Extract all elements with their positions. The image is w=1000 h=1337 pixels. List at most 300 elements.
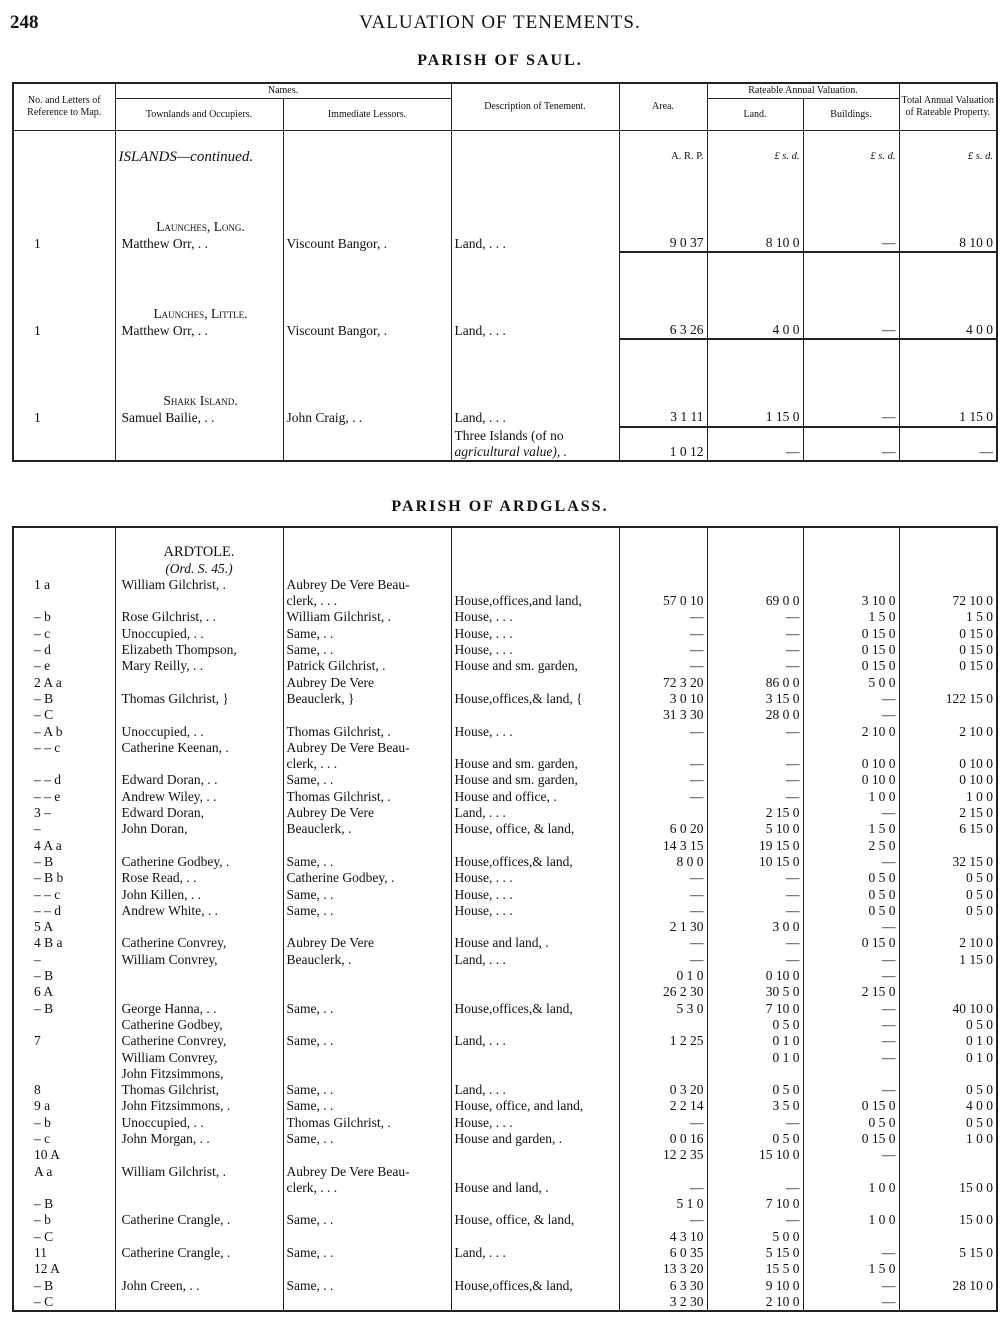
cell-ref: – – d <box>34 772 61 788</box>
cell-occ: Thomas Gilchrist, <box>115 1082 283 1098</box>
ardglass-table <box>12 526 998 1312</box>
header-ref: No. and Letters of Reference to Map. <box>13 83 115 131</box>
cell-ref: – e <box>34 658 51 674</box>
cell-land: — <box>707 952 803 968</box>
table-row <box>13 1033 997 1049</box>
cell-total <box>899 252 997 322</box>
cell-total <box>899 1196 997 1212</box>
cell-occ: Unoccupied, . . <box>115 626 283 642</box>
cell-lessor <box>283 968 451 984</box>
cell-bldg: 0 5 0 <box>803 870 899 886</box>
cell-area: 26 2 30 <box>619 984 707 1000</box>
cell-lessor: Thomas Gilchrist, . <box>283 789 451 805</box>
cell-total: 1 15 0 <box>899 409 997 426</box>
cell-ref: – d <box>34 642 51 658</box>
cell-lessor: Same, . . <box>283 626 451 642</box>
cell-occ <box>115 444 283 461</box>
cell-bldg: 0 15 0 <box>803 1131 899 1147</box>
cell-occ: Edward Doran, . . <box>115 772 283 788</box>
cell-desc: Land, . . . <box>451 805 619 821</box>
cell-desc: House and land, . <box>451 935 619 951</box>
cell-occ <box>115 1147 283 1163</box>
cell-occ: Catherine Convrey, <box>115 935 283 951</box>
cell-land <box>707 740 803 756</box>
cell-desc: House,offices,& land, <box>451 854 619 870</box>
cell-land: — <box>707 609 803 625</box>
cell-desc: Land, . . . <box>451 1082 619 1098</box>
cell-bldg: 0 15 0 <box>803 642 899 658</box>
cell-ref: – <box>34 821 41 837</box>
cell-land: 7 10 0 <box>707 1196 803 1212</box>
cell-occ: Unoccupied, . . <box>115 1115 283 1131</box>
table-row <box>13 577 997 593</box>
cell-total <box>899 968 997 984</box>
cell-land: 8 10 0 <box>707 235 803 252</box>
cell-lessor: Same, . . <box>283 1278 451 1294</box>
table-row <box>13 724 997 740</box>
cell-bldg: — <box>803 952 899 968</box>
cell-ref: 1 <box>34 410 41 426</box>
table-row <box>13 1261 997 1277</box>
cell-total <box>899 165 997 235</box>
cell-ref: 8 <box>34 1082 41 1098</box>
cell-occ: William Gilchrist, . <box>115 577 283 593</box>
cell-ref <box>13 427 115 444</box>
cell-total <box>899 577 997 593</box>
table-row <box>13 968 997 984</box>
cell-desc: House, . . . <box>451 642 619 658</box>
cell-occ: Matthew Orr, . . <box>115 322 283 339</box>
cell-area: 6 3 30 <box>619 1278 707 1294</box>
cell-land: — <box>707 903 803 919</box>
cell-land: — <box>707 789 803 805</box>
header-rateable: Rateable Annual Valuation. <box>707 83 899 99</box>
cell-lessor: Same, . . <box>283 1098 451 1114</box>
table-row <box>13 1164 997 1180</box>
cell-lessor: Same, . . <box>283 642 451 658</box>
cell-total: 0 5 0 <box>899 1017 997 1033</box>
cell-land: 0 10 0 <box>707 968 803 984</box>
cell-desc: House and garden, . <box>451 1131 619 1147</box>
cell-ref: – C <box>34 707 54 723</box>
cell-desc <box>451 675 619 691</box>
cell-ref <box>13 593 115 609</box>
cell-total: 1 5 0 <box>899 609 997 625</box>
cell-land: — <box>707 658 803 674</box>
cell-ref: – – d <box>34 902 61 918</box>
cell-land: 30 5 0 <box>707 984 803 1000</box>
cell-lessor <box>283 427 451 444</box>
cell-area: — <box>619 609 707 625</box>
cell-bldg: 0 5 0 <box>803 903 899 919</box>
area-units: A. R. P. <box>619 149 707 165</box>
cell-land: 0 5 0 <box>707 1131 803 1147</box>
cell-ref <box>13 444 115 461</box>
cell-land: 3 0 0 <box>707 919 803 935</box>
cell-area: 3 0 10 <box>619 691 707 707</box>
table-row <box>13 658 997 674</box>
parish-title-saul: PARISH OF SAUL. <box>417 52 583 69</box>
table-row <box>13 1147 997 1163</box>
cell-lessor <box>283 707 451 723</box>
table-row <box>13 1098 997 1114</box>
cell-desc <box>451 968 619 984</box>
cell-total <box>899 1294 997 1311</box>
cell-total <box>899 1147 997 1163</box>
cell-desc <box>451 1050 619 1066</box>
cell-lessor <box>283 1147 451 1163</box>
cell-bldg: — <box>803 1147 899 1163</box>
table-row <box>13 642 997 658</box>
cell-land: 3 15 0 <box>707 691 803 707</box>
cell-total <box>899 1229 997 1245</box>
cell-occ: John Creen, . . <box>115 1278 283 1294</box>
cell-total <box>899 427 997 444</box>
cell-total: 0 5 0 <box>899 903 997 919</box>
cell-occ: Catherine Godbey, <box>115 1017 283 1033</box>
cell-ref: – – c <box>34 886 61 902</box>
cell-area: — <box>619 724 707 740</box>
cell-total <box>899 984 997 1000</box>
table-row <box>13 935 997 951</box>
cell-area: — <box>619 642 707 658</box>
cell-desc: House, . . . <box>451 1115 619 1131</box>
cell-desc: House,offices,& land, <box>451 1001 619 1017</box>
cell-area: — <box>619 772 707 788</box>
table-row <box>13 870 997 886</box>
cell-ref: – – e <box>34 788 61 804</box>
cell-lessor: clerk, . . . <box>283 593 451 609</box>
table-row <box>13 1196 997 1212</box>
cell-land: 5 0 0 <box>707 1229 803 1245</box>
buildings-units: £ s. d. <box>803 149 899 165</box>
table-row <box>13 887 997 903</box>
cell-lessor <box>283 1066 451 1082</box>
cell-lessor: Same, . . <box>283 1212 451 1228</box>
cell-lessor <box>283 1017 451 1033</box>
header-total: Total Annual Valuation of Rateable Property. <box>899 83 997 131</box>
cell-desc: House, office, and land, <box>451 1098 619 1114</box>
parish-title-ardglass: PARISH OF ARDGLASS. <box>391 498 609 515</box>
cell-bldg: — <box>803 968 899 984</box>
cell-ref: – b <box>34 1114 51 1130</box>
cell-land: 3 5 0 <box>707 1098 803 1114</box>
cell-ref: – b <box>34 1212 51 1228</box>
cell-area <box>619 252 707 322</box>
cell-total: — <box>899 444 997 461</box>
cell-total: 122 15 0 <box>899 691 997 707</box>
cell-bldg: 2 10 0 <box>803 724 899 740</box>
table-row <box>13 707 997 723</box>
table-row <box>13 772 997 788</box>
header-buildings: Buildings. <box>803 99 899 131</box>
cell-land: — <box>707 444 803 461</box>
cell-lessor: Viscount Bangor, . <box>283 322 451 339</box>
cell-desc <box>451 1261 619 1277</box>
cell-bldg: 1 0 0 <box>803 1212 899 1228</box>
cell-bldg: 1 0 0 <box>803 789 899 805</box>
cell-total <box>899 339 997 409</box>
cell-bldg: — <box>803 235 899 252</box>
cell-ref: – B <box>34 968 54 984</box>
cell-desc: House, . . . <box>451 724 619 740</box>
cell-occ: Thomas Gilchrist, } <box>115 691 283 707</box>
cell-bldg: 0 15 0 <box>803 1098 899 1114</box>
table-row <box>13 322 997 339</box>
cell-total: 4 0 0 <box>899 322 997 339</box>
cell-desc: Three Islands (of no <box>451 427 619 444</box>
cell-ref <box>13 1017 115 1033</box>
table-row <box>13 821 997 837</box>
cell-bldg <box>803 1164 899 1180</box>
cell-occ: Matthew Orr, . . <box>115 235 283 252</box>
table-row <box>13 1050 997 1066</box>
cell-occ <box>115 984 283 1000</box>
cell-land: 0 5 0 <box>707 1082 803 1098</box>
cell-occ: Rose Gilchrist, . . <box>115 609 283 625</box>
cell-ref: – B <box>34 853 54 869</box>
cell-land: 69 0 0 <box>707 593 803 609</box>
cell-land <box>707 1066 803 1082</box>
cell-area: — <box>619 789 707 805</box>
cell-area: 2 1 30 <box>619 919 707 935</box>
cell-ref: 1 <box>34 235 41 251</box>
cell-bldg: — <box>803 707 899 723</box>
cell-land: — <box>707 626 803 642</box>
ordnance-sheet: (Ord. S. 45.) <box>115 561 283 577</box>
cell-land: — <box>707 1115 803 1131</box>
cell-bldg: — <box>803 1033 899 1049</box>
table-row <box>13 1278 997 1294</box>
cell-total: 0 5 0 <box>899 887 997 903</box>
cell-desc: House,offices,and land, <box>451 593 619 609</box>
cell-occ: Catherine Keenan, . <box>115 740 283 756</box>
cell-desc: House, . . . <box>451 870 619 886</box>
cell-lessor: Same, . . <box>283 1033 451 1049</box>
cell-total: 2 10 0 <box>899 724 997 740</box>
cell-land: 5 10 0 <box>707 821 803 837</box>
cell-lessor: Aubrey De Vere <box>283 805 451 821</box>
cell-land <box>707 427 803 444</box>
cell-desc <box>451 339 619 409</box>
cell-lessor <box>283 1294 451 1311</box>
cell-area <box>619 165 707 235</box>
cell-ref: 4 A a <box>34 837 62 853</box>
cell-land: — <box>707 756 803 772</box>
header-townlands: Townlands and Occupiers. <box>115 99 283 131</box>
cell-ref <box>13 1066 115 1082</box>
cell-area: 0 1 0 <box>619 968 707 984</box>
table-row <box>13 444 997 461</box>
table-row <box>13 919 997 935</box>
header-description: Description of Tenement. <box>451 83 619 131</box>
cell-land: 0 1 0 <box>707 1050 803 1066</box>
cell-lessor: clerk, . . . <box>283 1180 451 1196</box>
cell-occ: Launches, Long. <box>115 165 283 235</box>
cell-occ: Rose Read, . . <box>115 870 283 886</box>
cell-ref: 3 – <box>34 805 51 821</box>
cell-ref: – C <box>34 1228 54 1244</box>
cell-desc <box>451 984 619 1000</box>
cell-ref: – c <box>34 625 51 641</box>
cell-occ: John Fitzsimmons, <box>115 1066 283 1082</box>
cell-occ <box>115 427 283 444</box>
cell-desc <box>451 165 619 235</box>
cell-desc <box>451 1066 619 1082</box>
cell-total: 1 0 0 <box>899 789 997 805</box>
cell-occ: Launches, Little. <box>115 252 283 322</box>
cell-total <box>899 1261 997 1277</box>
cell-land: 5 15 0 <box>707 1245 803 1261</box>
cell-land: 2 15 0 <box>707 805 803 821</box>
cell-lessor: Aubrey De Vere Beau- <box>283 577 451 593</box>
cell-lessor <box>283 1196 451 1212</box>
table-row <box>13 1229 997 1245</box>
cell-occ: Catherine Crangle, . <box>115 1212 283 1228</box>
cell-lessor: Same, . . <box>283 854 451 870</box>
cell-bldg: — <box>803 919 899 935</box>
cell-desc: House,offices,& land, <box>451 1278 619 1294</box>
cell-area: — <box>619 658 707 674</box>
cell-lessor: Aubrey De Vere Beau- <box>283 740 451 756</box>
cell-desc <box>451 1196 619 1212</box>
cell-land: — <box>707 772 803 788</box>
cell-lessor: Same, . . <box>283 772 451 788</box>
table-row <box>13 235 997 252</box>
cell-bldg: 0 5 0 <box>803 887 899 903</box>
cell-occ: William Convrey, <box>115 1050 283 1066</box>
cell-total: 1 0 0 <box>899 1131 997 1147</box>
cell-area: 9 0 37 <box>619 235 707 252</box>
townland-ardtole: ARDTOLE. <box>115 544 283 560</box>
table-row <box>13 789 997 805</box>
cell-land: 2 10 0 <box>707 1294 803 1311</box>
cell-land: 86 0 0 <box>707 675 803 691</box>
cell-occ <box>115 838 283 854</box>
cell-lessor <box>283 165 451 235</box>
cell-bldg: 0 15 0 <box>803 626 899 642</box>
cell-total: 0 5 0 <box>899 1115 997 1131</box>
cell-total <box>899 1164 997 1180</box>
cell-bldg: — <box>803 1082 899 1098</box>
cell-area: 1 0 12 <box>619 444 707 461</box>
cell-area: 0 3 20 <box>619 1082 707 1098</box>
cell-area: — <box>619 903 707 919</box>
cell-total: 28 10 0 <box>899 1278 997 1294</box>
table-row <box>13 740 997 756</box>
cell-bldg: 1 0 0 <box>803 1180 899 1196</box>
cell-lessor: Aubrey De Vere <box>283 675 451 691</box>
cell-area: 57 0 10 <box>619 593 707 609</box>
cell-total: 0 5 0 <box>899 870 997 886</box>
table-row <box>13 1115 997 1131</box>
cell-desc <box>451 707 619 723</box>
cell-ref <box>13 1180 115 1196</box>
cell-area: — <box>619 870 707 886</box>
table-row <box>13 854 997 870</box>
cell-occ: John Morgan, . . <box>115 1131 283 1147</box>
cell-area <box>619 1164 707 1180</box>
cell-ref: 1 <box>34 323 41 339</box>
cell-desc: House, . . . <box>451 887 619 903</box>
table-row <box>13 984 997 1000</box>
cell-ref: – – c <box>34 739 61 755</box>
cell-desc: House, . . . <box>451 903 619 919</box>
cell-ref: – C <box>34 1293 54 1309</box>
cell-area <box>619 805 707 821</box>
cell-ref <box>13 339 115 409</box>
cell-bldg: 1 5 0 <box>803 821 899 837</box>
cell-land <box>707 252 803 322</box>
cell-area: 4 3 10 <box>619 1229 707 1245</box>
cell-bldg: 0 10 0 <box>803 756 899 772</box>
saul-table <box>12 82 998 462</box>
cell-lessor <box>283 984 451 1000</box>
cell-ref: 11 <box>34 1245 47 1261</box>
cell-area: 6 0 20 <box>619 821 707 837</box>
cell-bldg <box>803 427 899 444</box>
cell-ref: – c <box>34 1130 51 1146</box>
cell-area <box>619 740 707 756</box>
cell-occ <box>115 675 283 691</box>
cell-land: — <box>707 870 803 886</box>
cell-ref: 1 a <box>34 576 51 592</box>
table-row <box>13 427 997 444</box>
cell-total <box>899 838 997 854</box>
cell-area: 31 3 30 <box>619 707 707 723</box>
cell-occ <box>115 1294 283 1311</box>
table-row <box>13 1001 997 1017</box>
cell-bldg: — <box>803 854 899 870</box>
table-row <box>13 691 997 707</box>
cell-ref <box>13 252 115 322</box>
cell-area: 12 2 35 <box>619 1147 707 1163</box>
cell-occ <box>115 593 283 609</box>
table-row <box>13 409 997 426</box>
cell-bldg <box>803 1066 899 1082</box>
cell-ref: – B b <box>34 870 64 886</box>
cell-bldg: 1 5 0 <box>803 609 899 625</box>
cell-occ <box>115 919 283 935</box>
table-row <box>13 1245 997 1261</box>
cell-bldg: — <box>803 322 899 339</box>
cell-desc <box>451 740 619 756</box>
cell-occ <box>115 968 283 984</box>
cell-bldg <box>803 165 899 235</box>
cell-land: — <box>707 935 803 951</box>
cell-ref: 2 A a <box>34 674 62 690</box>
cell-bldg: — <box>803 1050 899 1066</box>
table-row <box>13 339 997 409</box>
table-row <box>13 1212 997 1228</box>
cell-occ <box>115 1196 283 1212</box>
cell-ref: – B <box>34 690 54 706</box>
cell-bldg: — <box>803 805 899 821</box>
cell-desc: House, office, & land, <box>451 1212 619 1228</box>
cell-desc <box>451 1294 619 1311</box>
cell-desc: House and sm. garden, <box>451 756 619 772</box>
cell-lessor: Same, . . <box>283 1131 451 1147</box>
cell-land: — <box>707 724 803 740</box>
cell-desc: House and office, . <box>451 789 619 805</box>
cell-desc: agricultural value), . <box>451 444 619 461</box>
cell-bldg: 0 15 0 <box>803 935 899 951</box>
table-row <box>13 1066 997 1082</box>
cell-total: 0 15 0 <box>899 642 997 658</box>
cell-total: 4 0 0 <box>899 1098 997 1114</box>
cell-total: 32 15 0 <box>899 854 997 870</box>
cell-area: — <box>619 756 707 772</box>
